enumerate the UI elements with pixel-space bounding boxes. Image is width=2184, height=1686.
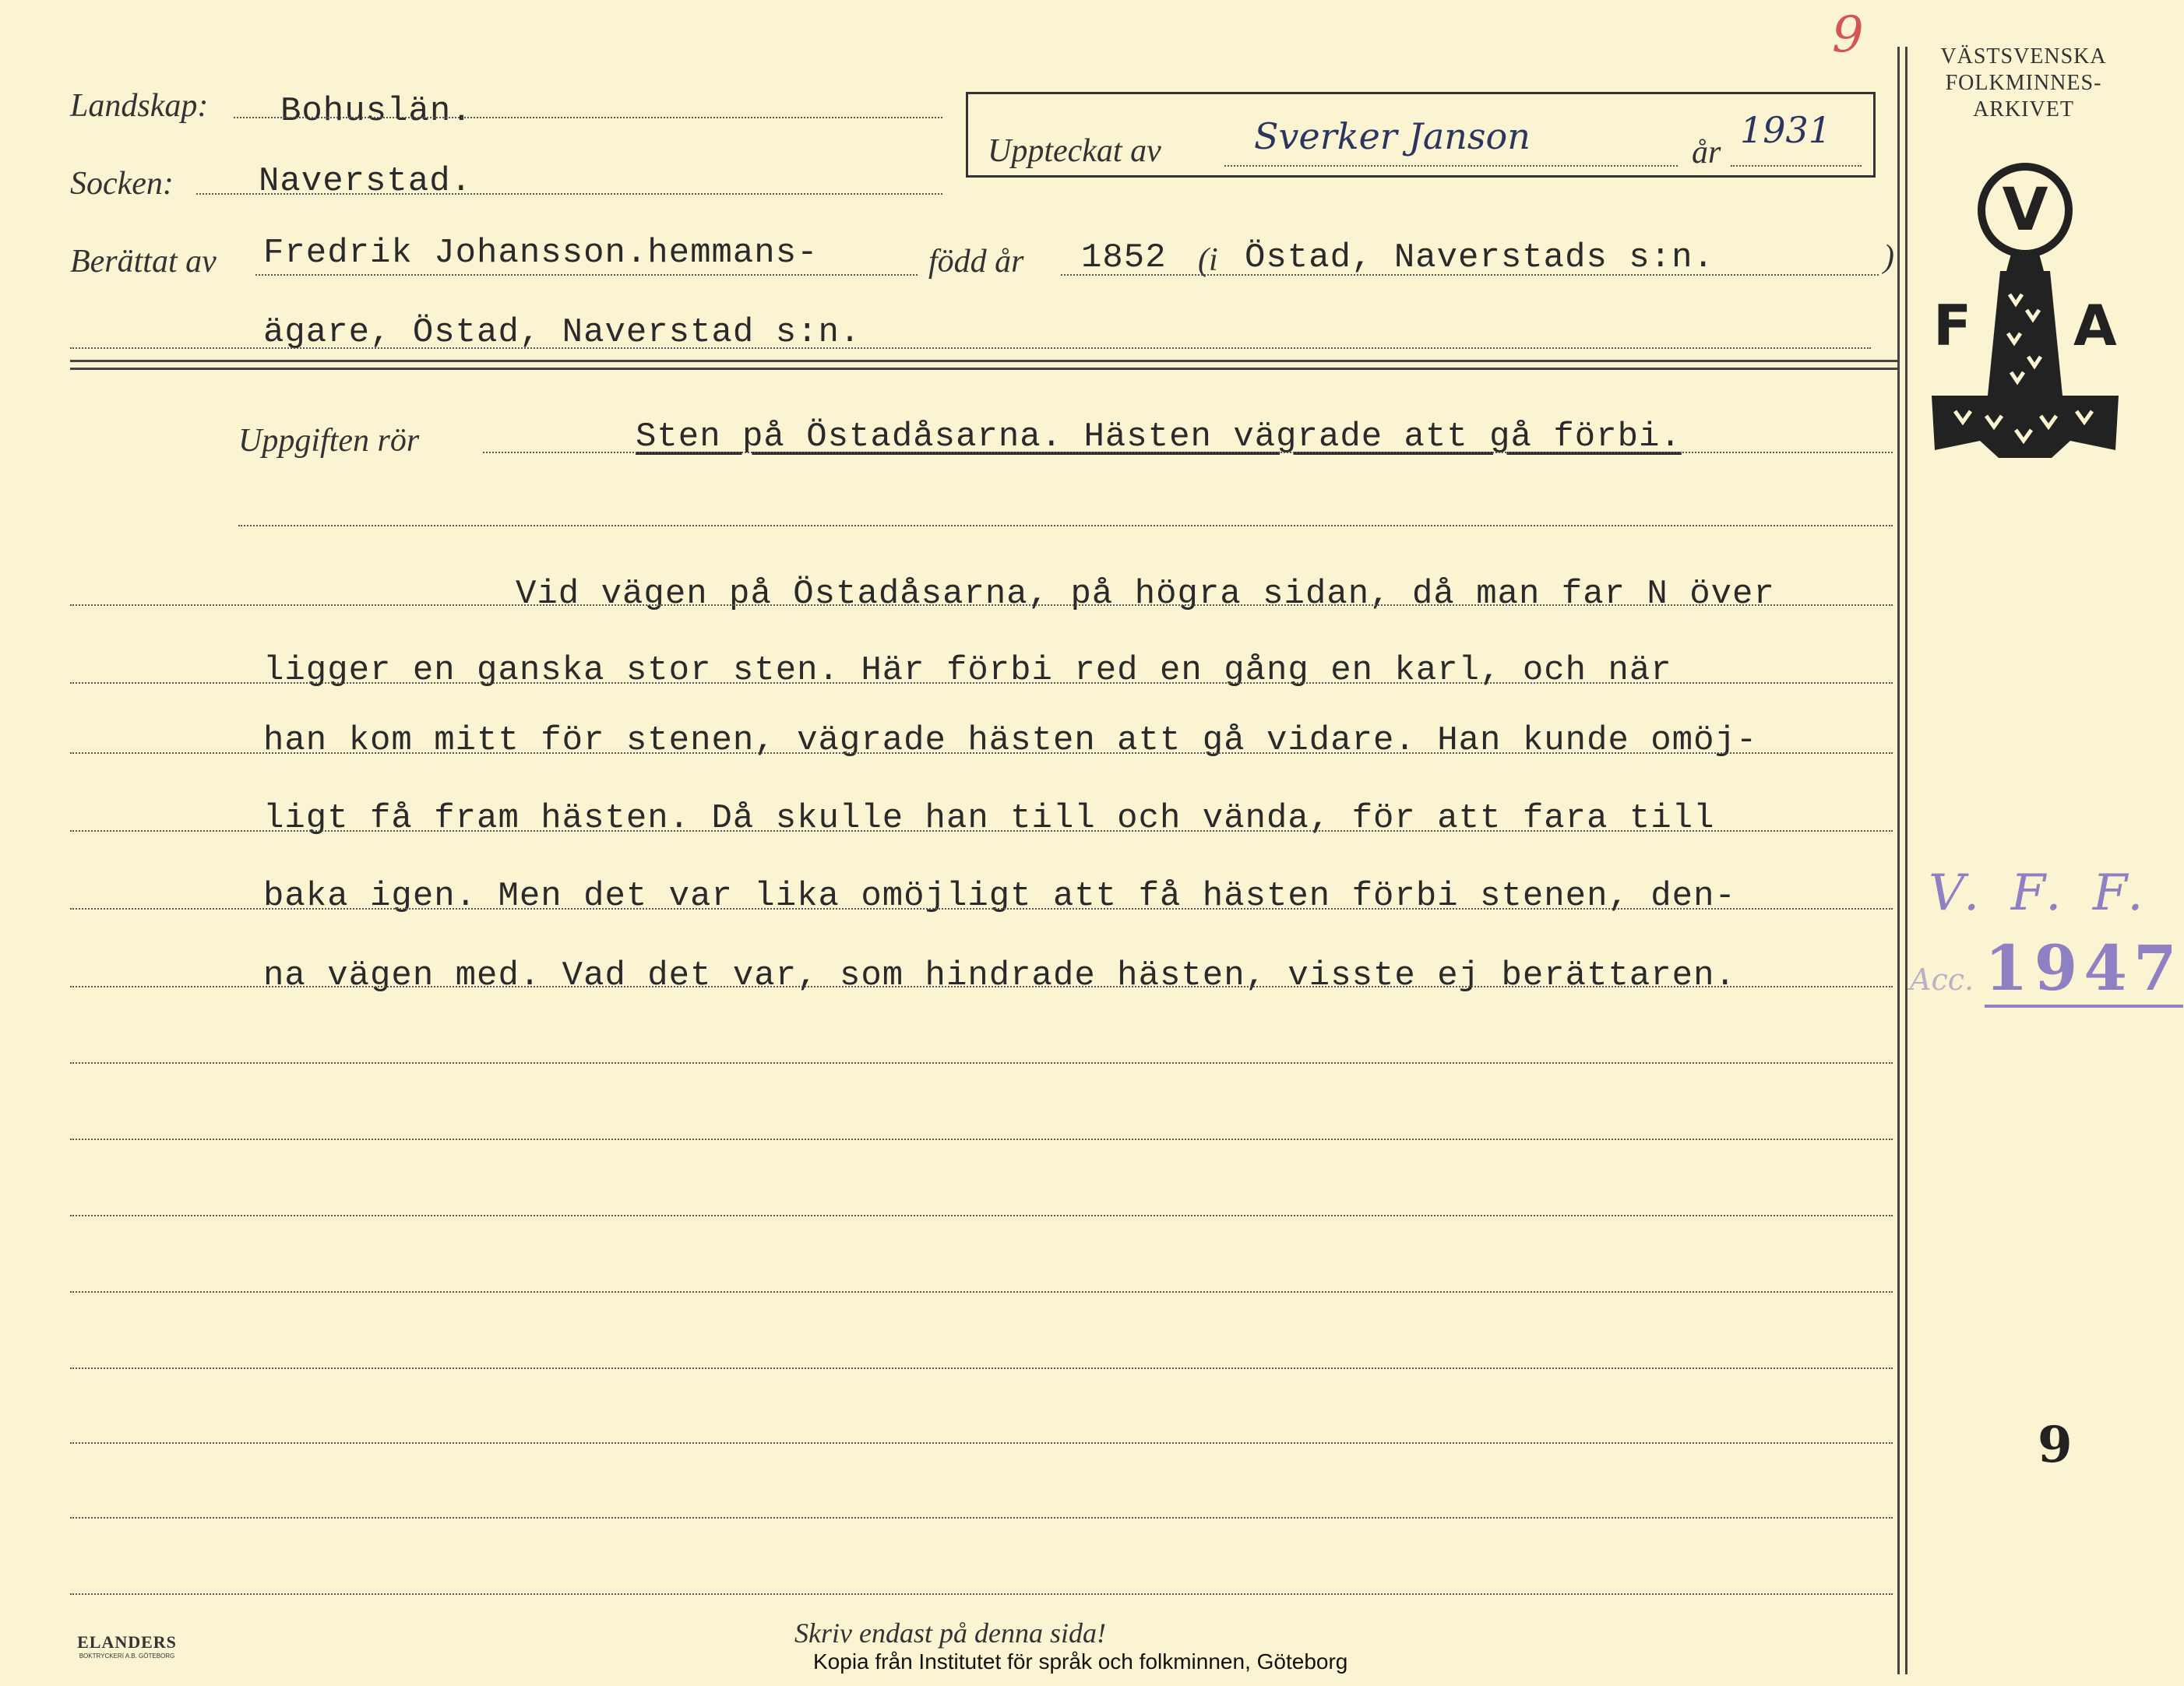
body-line-1: Vid vägen på Östadåsarna, på högra sidan, då man far N över bbox=[516, 575, 1775, 614]
landskap-label: Landskap: bbox=[70, 88, 209, 124]
body-line-2: ligger en ganska stor sten. Här förbi red en gång en karl, och när bbox=[263, 651, 1672, 690]
printer-mark bbox=[61, 1632, 193, 1660]
body-line-6: na vägen med. Vad det var, som hindrade hästen, visste ej berättaren. bbox=[263, 956, 1736, 995]
footer-instruction: Skriv endast på denna sida! bbox=[794, 1617, 1106, 1649]
printer-sub: BOKTRYCKERI A.B. GÖTEBORG bbox=[79, 1653, 175, 1660]
berattat-value-1: Fredrik Johansson.hemmans- bbox=[263, 234, 819, 273]
archive-page-number: 9 bbox=[2038, 1416, 2073, 1474]
body-line-4: ligt få fram hästen. Då skulle han till och vända, för att fara till bbox=[263, 799, 1715, 838]
header-rule-bottom bbox=[70, 368, 1897, 370]
subject-label: Uppgiften rör bbox=[238, 423, 420, 459]
fodd-year: 1852 bbox=[1081, 238, 1167, 277]
ruled-line-4 bbox=[70, 830, 1893, 832]
subject-value: Sten på Östadåsarna. Hästen vägrade att gå förbi. bbox=[636, 417, 1682, 456]
socken-value: Naverstad. bbox=[259, 162, 473, 201]
archive-logo bbox=[1924, 162, 2126, 466]
logo-letter-f: F bbox=[1933, 293, 1972, 358]
ruled-line-8 bbox=[70, 1139, 1893, 1140]
ruled-line-9 bbox=[70, 1215, 1893, 1216]
fodd-place: Östad, Naverstads s:n. bbox=[1245, 238, 1714, 277]
subject-line-2 bbox=[238, 525, 1893, 526]
printer-name: ELANDERS bbox=[77, 1632, 177, 1652]
ruled-line-3 bbox=[70, 752, 1893, 754]
archive-line-2: FOLKMINNES- bbox=[1945, 71, 2102, 95]
berattat-label: Berättat av bbox=[70, 244, 217, 280]
ruled-line-6 bbox=[70, 986, 1893, 987]
berattat-line-2 bbox=[70, 347, 1871, 349]
uppteckat-line bbox=[1224, 165, 1678, 167]
uppteckat-signature: Sverker Janson bbox=[1254, 115, 1531, 157]
archive-line-1: VÄSTSVENSKA bbox=[1940, 44, 2107, 69]
socken-line bbox=[196, 193, 942, 195]
logo-letter-a: A bbox=[2073, 293, 2117, 358]
landskap-value: Bohuslän. bbox=[280, 92, 473, 131]
fodd-paren-open: (i bbox=[1198, 242, 1218, 278]
socken-label: Socken: bbox=[70, 166, 174, 202]
fodd-paren-close: ) bbox=[1883, 239, 1894, 275]
stamp-vff: V. F. F. bbox=[1929, 864, 2151, 922]
body-line-3: han kom mitt för stenen, vägrade hästen att gå vidare. Han kunde omöj- bbox=[263, 721, 1758, 760]
ruled-line-14 bbox=[70, 1593, 1893, 1595]
fodd-label: född år bbox=[928, 244, 1024, 280]
ruled-line-1 bbox=[70, 604, 1893, 606]
berattat-line-1 bbox=[255, 274, 918, 276]
body-line-5: baka igen. Men det var lika omöjligt att få hästen förbi stenen, den- bbox=[263, 877, 1736, 916]
logo-letter-v: V bbox=[2002, 174, 2048, 244]
ruled-line-13 bbox=[70, 1517, 1893, 1519]
card-number-red: 9 bbox=[1832, 6, 1864, 64]
header-rule-top bbox=[70, 360, 1897, 362]
ar-label: år bbox=[1692, 135, 1721, 171]
archive-name bbox=[1915, 44, 2133, 123]
stamp-number: 1947 bbox=[1985, 931, 2183, 1008]
ruled-line-7 bbox=[70, 1062, 1893, 1064]
ruled-line-2 bbox=[70, 682, 1893, 684]
ar-value: 1931 bbox=[1740, 109, 1832, 151]
margin-rule-right bbox=[1905, 47, 1907, 1674]
ruled-line-12 bbox=[70, 1442, 1893, 1444]
subject-line bbox=[483, 452, 1893, 453]
copy-note: Kopia från Institutet för språk och folkminnen, Göteborg bbox=[813, 1649, 1348, 1674]
ruled-line-11 bbox=[70, 1367, 1893, 1369]
archive-line-3: ARKIVET bbox=[1973, 97, 2074, 121]
fodd-line bbox=[1061, 274, 1879, 276]
margin-rule-left bbox=[1897, 47, 1900, 1674]
uppteckat-label: Uppteckat av bbox=[988, 133, 1161, 169]
ruled-line-5 bbox=[70, 908, 1893, 910]
stamp-prefix: Acc. bbox=[1910, 963, 1974, 997]
berattat-value-2: ägare, Östad, Naverstad s:n. bbox=[263, 313, 861, 352]
ruled-line-10 bbox=[70, 1291, 1893, 1293]
ar-line bbox=[1731, 165, 1862, 167]
landskap-line bbox=[234, 117, 942, 118]
